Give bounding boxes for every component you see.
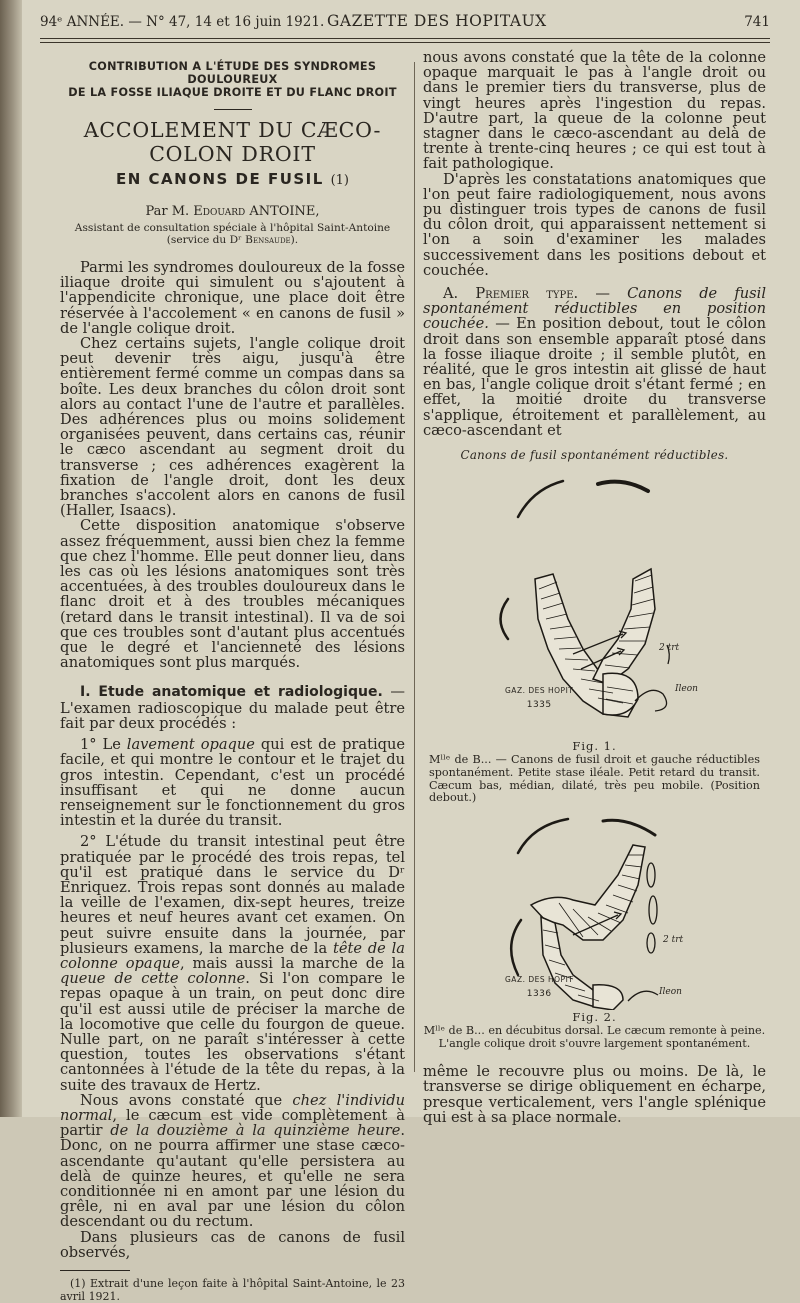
figure-2-caption bbox=[423, 1025, 766, 1050]
affiliation-line bbox=[60, 234, 405, 246]
paragraph bbox=[60, 1093, 405, 1230]
book-spine bbox=[0, 0, 22, 1117]
paragraph-text: qui est de pratique facile, et qui montre le contour et le trajet du gros intestin. Cependant, c'est un procédé insuffisant et qui ne donne aucun renseignement sur le fonctionnement du gros intestin et la durée du transit. bbox=[60, 736, 405, 830]
colon-radiograph-drawing-1 bbox=[423, 469, 766, 739]
running-head bbox=[40, 8, 770, 34]
paragraph-text: , le cæcum est vide complètement à partir bbox=[60, 1106, 405, 1140]
kicker-line: DE LA FOSSE ILIAQUE DROITE ET DU FLANC DROIT bbox=[68, 86, 397, 99]
subtitle-text: EN CANONS DE FUSIL bbox=[116, 170, 324, 188]
footnote-rule bbox=[60, 1270, 130, 1271]
figure-annotation: 2 trt bbox=[663, 934, 684, 945]
paragraph: D'après les constatations anatomiques que l'on peut faire radiologiquement, nous avons pu distinguer trois types de canons de fusil du côlon droit, qui apparaissent nettement si l'on a soin d'examiner les malades successivement dans les positions debout et couchée. bbox=[423, 170, 766, 279]
header-rule-double bbox=[40, 42, 770, 43]
emphasis: de la douzième à la quinzième heure bbox=[110, 1122, 401, 1140]
paragraph bbox=[423, 286, 766, 438]
paragraph-text: A. bbox=[443, 285, 476, 303]
journal-title: GAZETTE DES HOPITAUX bbox=[327, 12, 547, 30]
kicker-line: CONTRIBUTION A L'ÉTUDE DES SYNDROMES DOULOUREUX bbox=[88, 60, 377, 86]
section-heading: I. Etude anatomique et radiologique. bbox=[80, 684, 383, 701]
figure-stamp bbox=[505, 683, 573, 713]
paragraph: Cette disposition anatomique s'observe assez fréquemment, aussi bien chez la femme que chez l'homme. Elle peut donner lieu, dans les cas où les lésions anatomiques sont très accentuées, à des troubles douloureux dans le flanc droit et à des troubles mécaniques (retard dans le transit intestinal). Il va de soi que ces troubles sont d'autant plus accentués que le degré et l'ancienneté des lésions anatomiques sont plus marqués. bbox=[60, 517, 405, 672]
figure-stamp bbox=[505, 972, 573, 1002]
byline bbox=[60, 204, 405, 219]
figure-2-label: Fig. 2. bbox=[572, 1009, 617, 1024]
author-affiliation bbox=[60, 222, 405, 246]
paragraph-text: 2° L'étude du transit intestinal peut être pratiquée par le procédé des trois repas, tel qu'il est pratiqué dans le service du Dʳ Enriquez. Trois repas sont donnés au malade la veille de l'examen, dix-sept heures, treize heures et neuf heures avant cet examen. On peut suivre ensuite dans la journée, par plusieurs examens, la marche de la bbox=[60, 833, 405, 957]
figure-annotation: 2 trt bbox=[659, 643, 680, 654]
paragraph-text: Nous avons constaté que bbox=[80, 1091, 293, 1109]
affiliation-line: Assistant de consultation spéciale à l'hôpital Saint-Antoine bbox=[74, 222, 391, 234]
paragraph-text: . Si l'on compare le repas opaque à un train, on peut donc dire qu'il est aussi utile de préciser la marche de la locomotive que celle du fourgon de queue. Nulle part, on ne paraît s'intéresser à cette question, toutes les observations s'étant cantonnées à l'étude de la tête du repas, à la suite des travaux de Hertz. bbox=[60, 970, 405, 1094]
paragraph bbox=[60, 737, 405, 828]
paragraph: même le recouvre plus ou moins. De là, le transverse se dirige obliquement en écharpe, presque verticalement, vers l'angle splénique qui est à sa place normale. bbox=[423, 1063, 766, 1126]
stamp-line: GAZ. DES HOPIT bbox=[505, 686, 574, 696]
paragraph-text: — En position debout, tout le côlon droit dans son ensemble apparaît ptosé dans la fosse iliaque droite ; il semble plutôt, en réalité, que le gros intestin ait glissé de haut en bas, l'angle colique droit s'étant fermé ; en effet, la moitié droite du transverse s'applique, étroitement et parallèlement, au cæco-ascendant et bbox=[423, 315, 766, 439]
paragraph: nous avons constaté que la tête de la colonne opaque marquait le pas à l'angle droit ou dans le premier tiers du transverse, plus de vingt heures après l'ingestion du repas. D'autre part, la queue de la colonne peut stagner dans le cæco-ascendant au delà de trente à trente-cinq heures ; ce qui est tout à fait pathologique. bbox=[423, 49, 766, 173]
article-kicker bbox=[60, 60, 405, 99]
paragraph-text: — L'examen radioscopique du malade peut être fait par deux procédés : bbox=[60, 683, 406, 732]
paragraph bbox=[60, 684, 405, 731]
stamp-line: GAZ. DES HOPIT bbox=[505, 974, 574, 984]
figures-heading: Canons de fusil spontanément réductibles. bbox=[460, 448, 729, 463]
figure-annotation: Ileon bbox=[675, 684, 698, 695]
figure-1-label: Fig. 1. bbox=[572, 739, 617, 754]
emphasis: tête de la colonne opaque bbox=[60, 939, 405, 972]
colon-radiograph-drawing-2 bbox=[423, 805, 766, 1010]
title-separator bbox=[214, 109, 252, 110]
caption-line: Mˡˡᵉ de B... en décubitus dorsal. Le cæcum remonte à peine. bbox=[423, 1024, 766, 1038]
emphasis: Canons de fusil spontanément réductibles en position couchée. bbox=[423, 285, 766, 333]
byline-prefix: Par M. bbox=[145, 204, 190, 219]
affiliation-text: (service du Dʳ bbox=[166, 234, 242, 246]
author-first-name: Edouard bbox=[193, 204, 246, 219]
emphasis: lavement opaque bbox=[126, 736, 255, 754]
affiliation-name: Bensaude bbox=[245, 234, 291, 246]
issue-info: 94ᵉ ANNÉE. — N° 47, 14 et 16 juin 1921. bbox=[40, 14, 325, 30]
page-number: 741 bbox=[744, 14, 770, 30]
emphasis: queue de cette colonne bbox=[60, 970, 246, 988]
footnote-ref: (1) bbox=[330, 173, 349, 188]
stamp-number: 1336 bbox=[526, 989, 552, 1000]
paragraph-text: — bbox=[578, 285, 628, 303]
article-subtitle bbox=[60, 170, 405, 190]
stamp-number: 1335 bbox=[526, 700, 552, 711]
author-last-name: ANTOINE, bbox=[249, 204, 320, 219]
article-title: ACCOLEMENT DU CÆCO-COLON DROIT bbox=[83, 118, 382, 166]
figure-1-caption: Mˡˡᵉ de B... — Canons de fusil droit et gauche réductibles spontanément. Petite stase iléale. Petit retard du transit. Cæcum bas, médian, dilaté, très peu mobile. (Position debout.) bbox=[429, 753, 760, 805]
paragraph-text: 1° Le bbox=[80, 736, 127, 754]
caption-line: L'angle colique droit s'ouvre largement spontanément. bbox=[438, 1036, 751, 1050]
paragraph-text: . Donc, on ne pourra affirmer une stase cæco-ascendante qu'autant qu'elle persistera au delà de quinze heures, et qu'elle ne sera conditionnée ni en amont par une lésion du grêle, ni en aval par une lésion du côlon descendant ou du rectum. bbox=[60, 1122, 405, 1231]
paragraph: Dans plusieurs cas de canons de fusil observés, bbox=[60, 1228, 405, 1261]
paragraph-text: , mais aussi la marche de la bbox=[179, 954, 405, 972]
paragraph: Chez certains sujets, l'angle colique droit peut devenir très aigu, jusqu'à être entièrement fermé comme un compas dans sa boîte. Les deux branches du côlon droit sont alors au contact l'une de l'autre et parallèles. Des adhérences plus ou moins solidement organisées peuvent, dans certains cas, réunir le cæco ascendant au segment droit du transverse ; ces adhérences exagèrent la fixation de l'angle droit, dont les deux branches s'accolent alors en canons de fusil (Haller, Isaacs). bbox=[60, 335, 405, 520]
right-column bbox=[423, 50, 766, 1125]
emphasis: chez l'individu normal bbox=[60, 1091, 405, 1124]
footnote: (1) Extrait d'une leçon faite à l'hôpital Saint-Antoine, le 23 avril 1921. bbox=[60, 1277, 405, 1303]
column-divider bbox=[414, 62, 415, 1072]
type-label: Premier type. bbox=[475, 285, 579, 303]
affiliation-text: ). bbox=[290, 234, 299, 246]
paragraph: Parmi les syndromes douloureux de la fosse iliaque droite qui simulent ou s'ajoutent à l'appendicite chronique, une place doit être réservée à l'accolement « en canons de fusil » de l'angle colique droit. bbox=[60, 259, 405, 337]
figure-annotation: Ileon bbox=[659, 986, 682, 997]
paragraph bbox=[60, 834, 405, 1092]
figure-1 bbox=[423, 469, 766, 739]
figure-2 bbox=[423, 805, 766, 1010]
header-rule bbox=[40, 38, 770, 39]
